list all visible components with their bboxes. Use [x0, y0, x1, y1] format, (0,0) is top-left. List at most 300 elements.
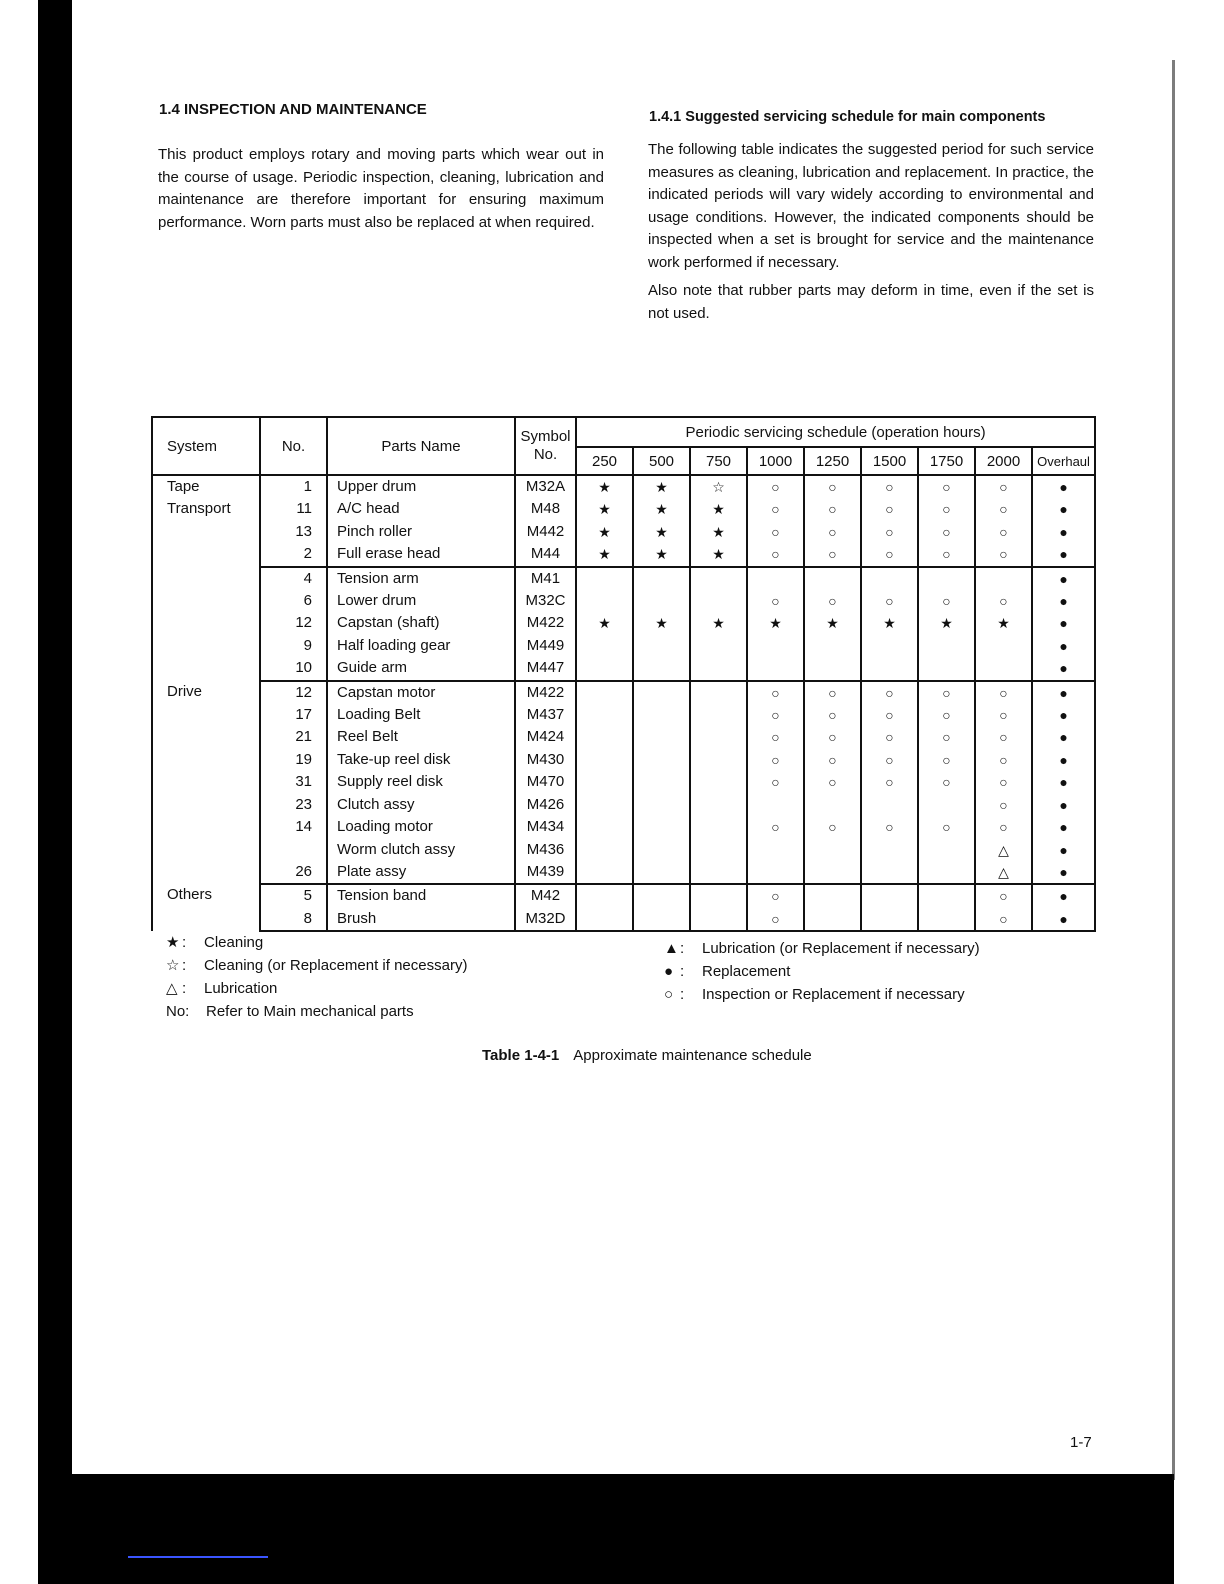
subsection-paragraph-2: Also note that rubber parts may deform in time, even if the set is not used. [648, 282, 1094, 322]
empty-cell [747, 794, 804, 816]
legend-separator: : [182, 957, 187, 974]
header-hour-250: 250 [576, 447, 633, 475]
header-system: System [152, 417, 260, 475]
empty-cell [747, 861, 804, 884]
empty-cell [576, 771, 633, 793]
table-caption [482, 1047, 812, 1064]
inspection-mark: ○ [747, 771, 804, 793]
table-row [152, 590, 1095, 612]
legend-symbol: △ [166, 980, 178, 997]
empty-cell [576, 567, 633, 590]
cell-no: 12 [260, 612, 327, 634]
cell-parts: Tension arm [327, 567, 515, 590]
inspection-mark: ○ [918, 816, 975, 838]
table-row [152, 543, 1095, 566]
empty-cell [804, 839, 861, 861]
inspection-mark: ○ [975, 681, 1032, 704]
cell-symbol: M447 [515, 657, 576, 680]
cell-symbol: M470 [515, 771, 576, 793]
empty-cell [576, 590, 633, 612]
cell-parts: Take-up reel disk [327, 749, 515, 771]
empty-cell [747, 567, 804, 590]
cell-no: 13 [260, 521, 327, 543]
inspection-mark: ○ [918, 521, 975, 543]
cell-system: Tape Transport [152, 475, 260, 681]
cell-symbol: M422 [515, 612, 576, 634]
empty-cell [690, 635, 747, 657]
cell-parts: Upper drum [327, 475, 515, 498]
cell-symbol: M422 [515, 681, 576, 704]
replacement-mark: ● [1032, 794, 1095, 816]
empty-cell [804, 567, 861, 590]
scan-shadow-left [38, 0, 72, 1480]
inspection-mark: ○ [804, 590, 861, 612]
empty-cell [804, 794, 861, 816]
table-row [152, 704, 1095, 726]
empty-cell [861, 567, 918, 590]
cell-parts: A/C head [327, 498, 515, 520]
inspection-mark: ○ [747, 749, 804, 771]
cell-parts: Capstan motor [327, 681, 515, 704]
empty-cell [975, 567, 1032, 590]
inspection-mark: ○ [804, 726, 861, 748]
cell-no: 5 [260, 884, 327, 907]
scan-margin-right [1174, 0, 1224, 1584]
inspection-mark: ○ [918, 749, 975, 771]
header-hour-500: 500 [633, 447, 690, 475]
empty-cell [690, 749, 747, 771]
table-row [152, 861, 1095, 884]
cleaning-mark: ★ [633, 543, 690, 566]
inspection-mark: ○ [747, 681, 804, 704]
table-row [152, 816, 1095, 838]
inspection-mark: ○ [975, 816, 1032, 838]
empty-cell [690, 704, 747, 726]
header-hour-1000: 1000 [747, 447, 804, 475]
cell-symbol: M442 [515, 521, 576, 543]
legend-text: Replacement [702, 963, 791, 980]
legend-text: Cleaning [204, 934, 264, 951]
cell-parts: Tension band [327, 884, 515, 907]
cell-symbol: M41 [515, 567, 576, 590]
table-row [152, 657, 1095, 680]
empty-cell [576, 681, 633, 704]
inspection-mark: ○ [747, 498, 804, 520]
legend-separator: : [182, 934, 187, 951]
empty-cell [804, 908, 861, 931]
inspection-mark: ○ [747, 521, 804, 543]
cell-parts: Guide arm [327, 657, 515, 680]
inspection-mark: ○ [804, 704, 861, 726]
inspection-mark: ○ [861, 749, 918, 771]
inspection-mark: ○ [918, 681, 975, 704]
cleaning-mark: ★ [633, 498, 690, 520]
inspection-mark: ○ [918, 498, 975, 520]
empty-cell [690, 908, 747, 931]
empty-cell [633, 726, 690, 748]
replacement-mark: ● [1032, 908, 1095, 931]
section-paragraph [158, 144, 604, 234]
cell-symbol: M426 [515, 794, 576, 816]
empty-cell [633, 567, 690, 590]
empty-cell [861, 657, 918, 680]
empty-cell [690, 861, 747, 884]
cell-no: 8 [260, 908, 327, 931]
empty-cell [633, 771, 690, 793]
empty-cell [576, 884, 633, 907]
cleaning-mark: ★ [918, 612, 975, 634]
header-hour-1750: 1750 [918, 447, 975, 475]
inspection-mark: ○ [975, 704, 1032, 726]
legend-symbol: ☆ [166, 957, 180, 974]
replacement-mark: ● [1032, 839, 1095, 861]
replacement-mark: ● [1032, 657, 1095, 680]
inspection-mark: ○ [918, 704, 975, 726]
inspection-mark: ○ [918, 771, 975, 793]
cell-no: 1 [260, 475, 327, 498]
cleaning-mark: ★ [690, 612, 747, 634]
scan-margin-left [0, 0, 40, 1584]
empty-cell [633, 681, 690, 704]
cell-symbol: M32A [515, 475, 576, 498]
inspection-mark: ○ [975, 794, 1032, 816]
inspection-mark: ○ [975, 771, 1032, 793]
inspection-mark: ○ [804, 771, 861, 793]
legend-symbol: ▲ [664, 940, 679, 957]
cell-symbol: M430 [515, 749, 576, 771]
empty-cell [633, 839, 690, 861]
inspection-mark: ○ [918, 726, 975, 748]
empty-cell [861, 861, 918, 884]
inspection-mark: ○ [975, 543, 1032, 566]
inspection-mark: ○ [975, 726, 1032, 748]
cell-system: Drive [152, 681, 260, 885]
cleaning-mark: ★ [576, 612, 633, 634]
section-paragraph-text: This product employs rotary and moving parts which wear out in the course of usage. Periodic inspection, cleaning, lubrication and maintenance are therefore important for ensuring maximum performance. Worn parts must also be replaced at when required. [158, 146, 604, 231]
header-hour-750: 750 [690, 447, 747, 475]
inspection-mark: ○ [861, 475, 918, 498]
table-row [152, 908, 1095, 931]
cell-parts: Loading motor [327, 816, 515, 838]
header-hour-1250: 1250 [804, 447, 861, 475]
empty-cell [576, 749, 633, 771]
table-row [152, 498, 1095, 520]
cell-no: 23 [260, 794, 327, 816]
cleaning-mark: ★ [690, 543, 747, 566]
table-row [152, 884, 1095, 907]
table-row [152, 612, 1095, 634]
inspection-mark: ○ [804, 749, 861, 771]
inspection-mark: ○ [804, 543, 861, 566]
cell-no: 9 [260, 635, 327, 657]
replacement-mark: ● [1032, 681, 1095, 704]
empty-cell [633, 749, 690, 771]
legend-left [166, 931, 467, 1023]
inspection-mark: ○ [804, 816, 861, 838]
cell-no: 17 [260, 704, 327, 726]
table-group-others [152, 884, 1095, 931]
maintenance-schedule-table [151, 416, 1096, 932]
cell-parts: Clutch assy [327, 794, 515, 816]
inspection-mark: ○ [975, 590, 1032, 612]
inspection-mark: ○ [918, 543, 975, 566]
cell-parts: Brush [327, 908, 515, 931]
inspection-mark: ○ [804, 681, 861, 704]
inspection-mark: ○ [747, 908, 804, 931]
inspection-mark: ○ [975, 884, 1032, 907]
empty-cell [633, 590, 690, 612]
cell-parts: Loading Belt [327, 704, 515, 726]
cleaning-mark: ★ [690, 521, 747, 543]
replacement-mark: ● [1032, 635, 1095, 657]
cell-symbol: M437 [515, 704, 576, 726]
cell-no: 19 [260, 749, 327, 771]
replacement-mark: ● [1032, 498, 1095, 520]
cell-symbol: M436 [515, 839, 576, 861]
inspection-mark: ○ [861, 590, 918, 612]
header-symbol-line2: No. [533, 446, 558, 463]
inspection-mark: ○ [861, 704, 918, 726]
legend-item [664, 960, 980, 983]
table-row [152, 726, 1095, 748]
legend-separator: : [182, 980, 187, 997]
empty-cell [804, 884, 861, 907]
legend-symbol: ○ [664, 986, 674, 1003]
section-heading: 1.4 INSPECTION AND MAINTENANCE [159, 101, 427, 118]
cleaning-mark: ★ [633, 612, 690, 634]
table-row [152, 521, 1095, 543]
legend-item [166, 954, 467, 977]
cell-no: 12 [260, 681, 327, 704]
table-row [152, 794, 1095, 816]
cell-parts: Capstan (shaft) [327, 612, 515, 634]
empty-cell [576, 635, 633, 657]
inspection-mark: ○ [861, 498, 918, 520]
empty-cell [861, 908, 918, 931]
inspection-mark: ○ [975, 498, 1032, 520]
inspection-mark: ○ [861, 726, 918, 748]
cell-no: 4 [260, 567, 327, 590]
empty-cell [690, 794, 747, 816]
inspection-mark: ○ [861, 543, 918, 566]
empty-cell [747, 657, 804, 680]
empty-cell [576, 794, 633, 816]
inspection-mark: ○ [804, 498, 861, 520]
inspection-mark: ○ [747, 590, 804, 612]
cell-symbol: M439 [515, 861, 576, 884]
legend-text: Refer to Main mechanical parts [206, 1003, 414, 1020]
legend-right [664, 937, 980, 1006]
inspection-mark: ○ [918, 590, 975, 612]
empty-cell [690, 726, 747, 748]
cell-symbol: M434 [515, 816, 576, 838]
empty-cell [633, 657, 690, 680]
cell-no: 14 [260, 816, 327, 838]
legend-symbol: No: [166, 1003, 190, 1020]
legend-separator: : [680, 986, 685, 1003]
replacement-mark: ● [1032, 704, 1095, 726]
cleaning-mark: ★ [747, 612, 804, 634]
empty-cell [861, 839, 918, 861]
legend-item [664, 937, 980, 960]
cleaning-mark: ★ [804, 612, 861, 634]
cell-parts: Worm clutch assy [327, 839, 515, 861]
replacement-mark: ● [1032, 884, 1095, 907]
inspection-mark: ○ [747, 816, 804, 838]
inspection-mark: ○ [747, 543, 804, 566]
empty-cell [576, 908, 633, 931]
cell-no: 10 [260, 657, 327, 680]
header-periodic-schedule: Periodic servicing schedule (operation hours) [576, 417, 1095, 447]
cell-parts: Pinch roller [327, 521, 515, 543]
empty-cell [576, 657, 633, 680]
replacement-mark: ● [1032, 771, 1095, 793]
header-hour-overhaul: Overhaul [1032, 447, 1095, 475]
empty-cell [918, 839, 975, 861]
inspection-mark: ○ [747, 475, 804, 498]
cleaning-mark: ★ [633, 521, 690, 543]
legend-text: Inspection or Replacement if necessary [702, 986, 965, 1003]
table-row [152, 681, 1095, 704]
header-no: No. [260, 417, 327, 475]
inspection-mark: ○ [861, 771, 918, 793]
empty-cell [918, 861, 975, 884]
inspection-mark: ○ [975, 908, 1032, 931]
header-parts-name: Parts Name [327, 417, 515, 475]
table-group-tape-transport [152, 475, 1095, 681]
legend-symbol: ★ [166, 934, 180, 951]
subsection-paragraphs [648, 139, 1094, 325]
cell-symbol: M449 [515, 635, 576, 657]
legend-item [166, 931, 467, 954]
replacement-mark: ● [1032, 590, 1095, 612]
cell-parts: Full erase head [327, 543, 515, 566]
cell-parts: Lower drum [327, 590, 515, 612]
cell-no: 11 [260, 498, 327, 520]
cleaning-mark: ★ [975, 612, 1032, 634]
empty-cell [861, 635, 918, 657]
cell-no: 6 [260, 590, 327, 612]
scan-shadow-bottom [38, 1474, 1178, 1584]
cleaning-mark: ★ [576, 543, 633, 566]
empty-cell [918, 657, 975, 680]
empty-cell [633, 704, 690, 726]
cleaning-mark: ★ [690, 498, 747, 520]
empty-cell [576, 861, 633, 884]
empty-cell [747, 635, 804, 657]
empty-cell [747, 839, 804, 861]
inspection-mark: ○ [975, 521, 1032, 543]
empty-cell [918, 908, 975, 931]
cell-symbol: M424 [515, 726, 576, 748]
table-row [152, 771, 1095, 793]
replacement-mark: ● [1032, 726, 1095, 748]
empty-cell [690, 839, 747, 861]
empty-cell [690, 771, 747, 793]
cell-parts: Half loading gear [327, 635, 515, 657]
cleaning-mark: ★ [633, 475, 690, 498]
empty-cell [918, 884, 975, 907]
legend-text: Lubrication (or Replacement if necessary) [702, 940, 980, 957]
cell-parts: Plate assy [327, 861, 515, 884]
empty-cell [633, 861, 690, 884]
legend-text: Lubrication [204, 980, 278, 997]
empty-cell [975, 635, 1032, 657]
replacement-mark: ● [1032, 567, 1095, 590]
empty-cell [804, 657, 861, 680]
inspection-mark: ○ [975, 475, 1032, 498]
inspection-mark: ○ [804, 475, 861, 498]
subsection-paragraph-1: The following table indicates the suggested period for such service measures as cleaning, lubrication and replacement. In practice, the indicated periods will vary widely according to environmental and usage conditions. However, the indicated components should be inspected when a set is brought for service and the maintenance work performed if necessary. [648, 141, 1094, 271]
lubrication-mark: △ [975, 839, 1032, 861]
replacement-mark: ● [1032, 749, 1095, 771]
legend-item [664, 983, 980, 1006]
cell-symbol: M32D [515, 908, 576, 931]
cell-parts: Reel Belt [327, 726, 515, 748]
table-row [152, 635, 1095, 657]
empty-cell [633, 794, 690, 816]
header-hour-1500: 1500 [861, 447, 918, 475]
empty-cell [633, 635, 690, 657]
empty-cell [975, 657, 1032, 680]
cell-parts: Supply reel disk [327, 771, 515, 793]
inspection-mark: ○ [861, 816, 918, 838]
empty-cell [918, 567, 975, 590]
subsection-heading: 1.4.1 Suggested servicing schedule for main components [649, 109, 1046, 125]
table-row [152, 839, 1095, 861]
empty-cell [633, 908, 690, 931]
replacement-mark: ● [1032, 475, 1095, 498]
replacement-mark: ● [1032, 861, 1095, 884]
inspection-mark: ○ [918, 475, 975, 498]
cell-symbol: M32C [515, 590, 576, 612]
inspection-mark: ○ [861, 681, 918, 704]
inspection-mark: ○ [747, 726, 804, 748]
legend-item [166, 1000, 467, 1023]
legend-item [166, 977, 467, 1000]
replacement-mark: ● [1032, 816, 1095, 838]
cleaning-mark: ★ [861, 612, 918, 634]
scan-artifact-line [128, 1556, 268, 1558]
empty-cell [690, 816, 747, 838]
cell-symbol: M48 [515, 498, 576, 520]
inspection-mark: ○ [861, 521, 918, 543]
table-row [152, 567, 1095, 590]
empty-cell [576, 816, 633, 838]
cell-no: 2 [260, 543, 327, 566]
replacement-mark: ● [1032, 612, 1095, 634]
empty-cell [861, 884, 918, 907]
inspection-mark: ○ [747, 884, 804, 907]
legend-symbol: ● [664, 963, 674, 980]
table-group-drive [152, 681, 1095, 885]
legend-separator: : [680, 940, 685, 957]
empty-cell [690, 590, 747, 612]
empty-cell [861, 794, 918, 816]
cell-symbol: M42 [515, 884, 576, 907]
inspection-mark: ○ [747, 704, 804, 726]
cleaning-or-replacement-mark: ☆ [690, 475, 747, 498]
cell-symbol: M44 [515, 543, 576, 566]
lubrication-mark: △ [975, 861, 1032, 884]
inspection-mark: ○ [975, 749, 1032, 771]
cell-no [260, 839, 327, 861]
scan-edge-right [1172, 60, 1175, 1480]
table-row [152, 749, 1095, 771]
caption-text: Approximate maintenance schedule [573, 1047, 812, 1064]
empty-cell [690, 681, 747, 704]
empty-cell [690, 657, 747, 680]
